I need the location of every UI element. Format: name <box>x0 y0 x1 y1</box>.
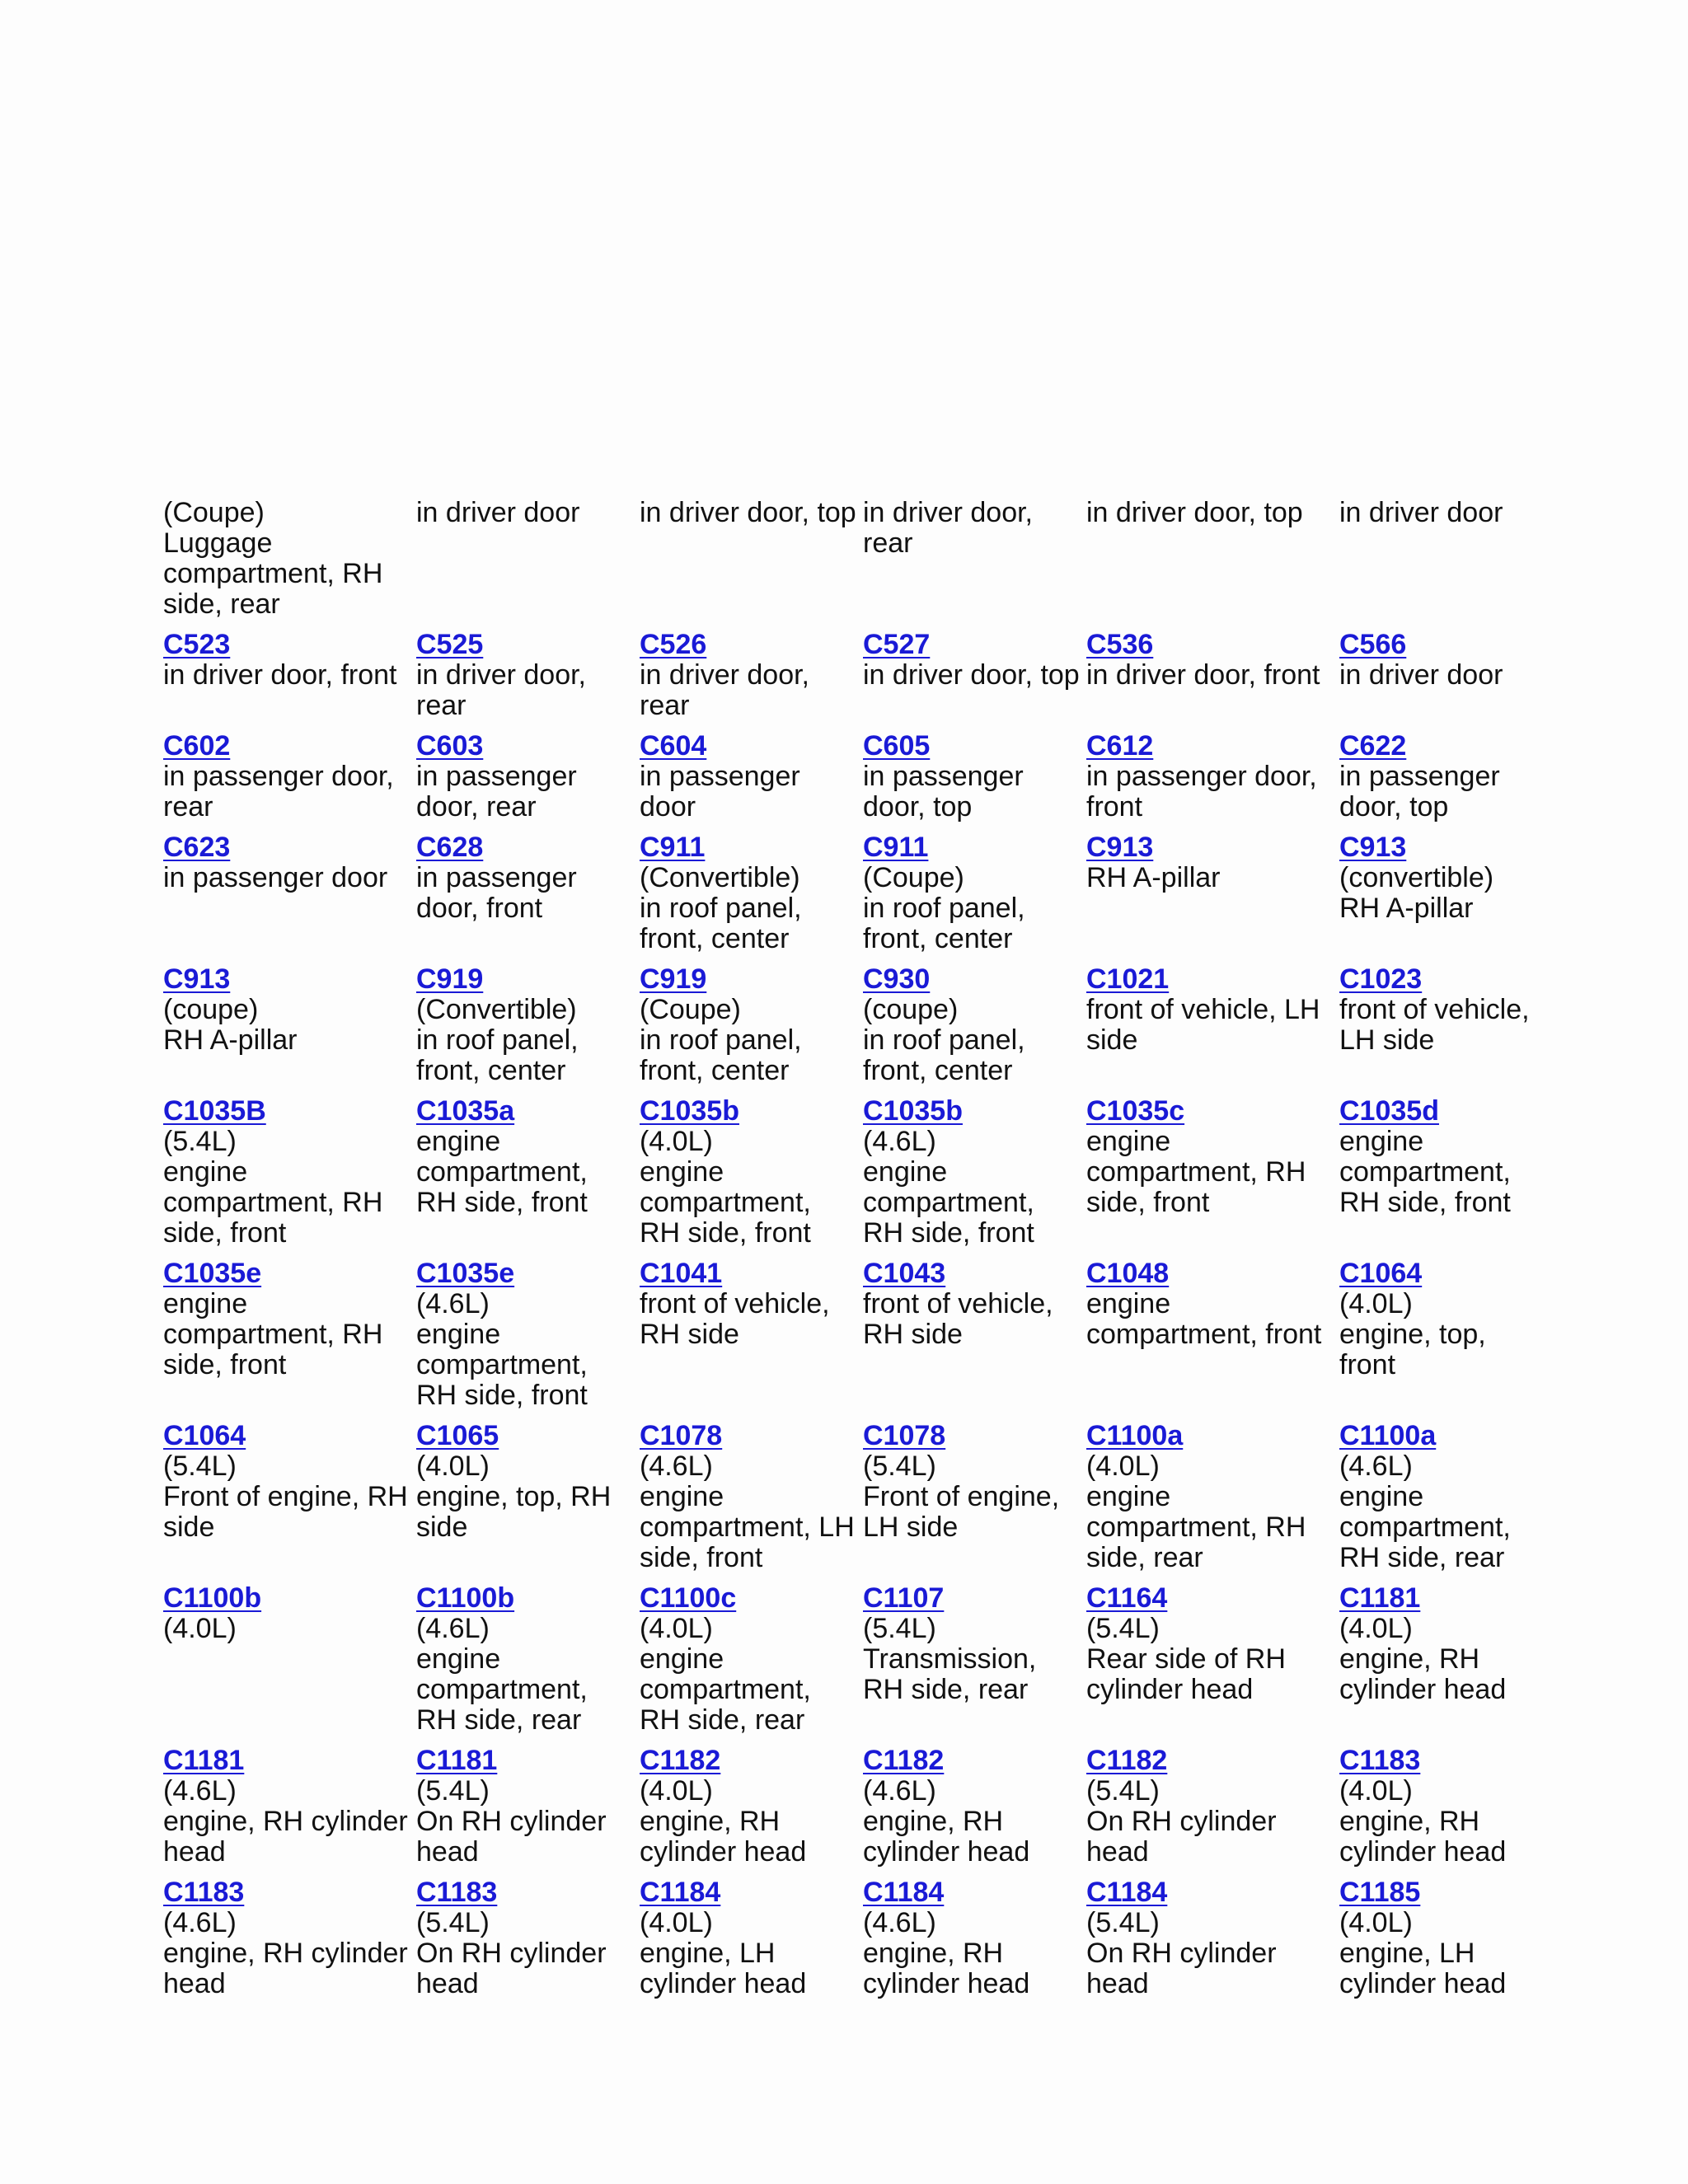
location-text: (convertible) <box>1339 862 1494 893</box>
location-text: On RH cylinder <box>1086 1938 1277 1969</box>
location-text: in passenger <box>1339 761 1500 792</box>
location-text: cylinder head <box>1339 1836 1507 1868</box>
location-text: compartment, LH <box>640 1511 855 1543</box>
connector-code-link[interactable]: C1035B <box>163 1095 266 1127</box>
table-cell <box>640 964 863 1096</box>
location-text: engine, RH <box>1339 1643 1480 1675</box>
table-cell <box>863 731 1086 832</box>
location-text: engine <box>1086 1126 1171 1157</box>
table-cell <box>416 630 640 731</box>
connector-code-link[interactable]: C1064 <box>163 1420 246 1451</box>
location-text: Rear side of RH <box>1086 1643 1286 1675</box>
location-text: (5.4L) <box>1086 1775 1160 1807</box>
table-cell <box>1339 1258 1548 1421</box>
location-text: (5.4L) <box>416 1775 490 1807</box>
table-cell <box>416 498 640 630</box>
table-cell <box>863 832 1086 964</box>
location-text: compartment, <box>640 1674 811 1705</box>
table-cell <box>1339 1421 1548 1583</box>
connector-code-link[interactable]: C1035b <box>863 1095 963 1127</box>
table-cell <box>863 498 1086 630</box>
location-text: engine, top, RH <box>416 1481 612 1512</box>
location-text: side, front <box>163 1217 287 1249</box>
location-text: (coupe) <box>163 994 259 1025</box>
location-text: in driver door <box>416 497 580 528</box>
location-text: (5.4L) <box>863 1613 936 1644</box>
table-cell <box>1086 1583 1339 1746</box>
table-cell <box>1086 1746 1339 1877</box>
connector-code-link[interactable]: C1184 <box>863 1877 945 1908</box>
location-text: head <box>416 1836 479 1868</box>
location-text: (4.0L) <box>1086 1451 1160 1482</box>
location-text: engine, RH cylinder <box>163 1938 408 1969</box>
table-cell <box>1339 1583 1548 1746</box>
location-text: side, front <box>163 1349 287 1380</box>
location-text: compartment, front <box>1086 1319 1322 1350</box>
location-text: front, center <box>640 1055 790 1086</box>
location-text: head <box>416 1968 479 1999</box>
location-text: engine <box>1086 1288 1171 1319</box>
location-text: in roof panel, <box>640 893 802 924</box>
table-cell <box>1339 1746 1548 1877</box>
location-text: engine, RH <box>640 1806 781 1837</box>
table-cell <box>163 1421 416 1583</box>
table-cell <box>163 832 416 964</box>
location-text: engine, RH cylinder <box>163 1806 408 1837</box>
location-text: engine, RH <box>863 1938 1004 1969</box>
table-cell <box>640 630 863 731</box>
connector-code-link[interactable]: C1035e <box>416 1258 515 1289</box>
table-cell <box>640 1583 863 1746</box>
connector-code-link[interactable]: C622 <box>1339 730 1407 762</box>
location-text: compartment, <box>1339 1156 1511 1188</box>
connector-code-link[interactable]: C1181 <box>163 1745 245 1776</box>
location-text: door <box>640 791 696 823</box>
table-cell <box>640 498 863 630</box>
location-text: in passenger <box>863 761 1024 792</box>
location-text: (4.6L) <box>863 1907 936 1938</box>
table-cell <box>640 1258 863 1421</box>
location-text: (Coupe) <box>863 862 964 893</box>
connector-code-link[interactable]: C1182 <box>1086 1745 1168 1776</box>
location-text: head <box>163 1968 226 1999</box>
location-text: side <box>416 1511 468 1543</box>
location-text: engine <box>163 1156 248 1188</box>
location-text: engine <box>163 1288 248 1319</box>
connector-code-link[interactable]: C527 <box>863 629 931 660</box>
table-cell <box>163 1096 416 1258</box>
table-cell <box>416 731 640 832</box>
location-text: engine <box>416 1319 501 1350</box>
location-text: (4.0L) <box>1339 1288 1413 1319</box>
location-text: engine <box>640 1156 724 1188</box>
location-text: in driver door, top <box>640 497 856 528</box>
connector-code-link[interactable]: C1181 <box>1339 1582 1421 1614</box>
table-cell <box>163 964 416 1096</box>
location-text: engine <box>416 1126 501 1157</box>
table-cell <box>1086 964 1339 1096</box>
connector-code-link[interactable]: C1185 <box>1339 1877 1421 1908</box>
table-cell <box>163 1583 416 1746</box>
location-text: Front of engine, <box>863 1481 1060 1512</box>
table-cell <box>1086 1258 1339 1421</box>
location-text: (5.4L) <box>863 1451 936 1482</box>
table-cell <box>640 1096 863 1258</box>
location-text: LH side <box>863 1511 959 1543</box>
location-text: door, rear <box>416 791 537 823</box>
location-text: side <box>1086 1024 1138 1056</box>
location-text: (5.4L) <box>1086 1613 1160 1644</box>
location-text: in passenger <box>640 761 800 792</box>
location-text: LH side <box>1339 1024 1435 1056</box>
location-text: in driver door <box>1339 497 1503 528</box>
connector-code-link[interactable]: C566 <box>1339 629 1407 660</box>
location-text: RH side <box>863 1319 963 1350</box>
location-text: (5.4L) <box>416 1907 490 1938</box>
location-text: On RH cylinder <box>416 1806 607 1837</box>
table-cell <box>640 1746 863 1877</box>
location-text: side, front <box>640 1542 763 1573</box>
connector-code-link[interactable]: C1023 <box>1339 963 1423 995</box>
location-text: in passenger <box>416 761 577 792</box>
table-cell <box>1339 1877 1548 2009</box>
location-text: front of vehicle, <box>1339 994 1530 1025</box>
connector-code-link[interactable]: C612 <box>1086 730 1154 762</box>
table-cell <box>863 1258 1086 1421</box>
location-text: RH side, front <box>640 1217 811 1249</box>
table-cell <box>1086 498 1339 630</box>
table-cell <box>416 1746 640 1877</box>
table-cell <box>1339 832 1548 964</box>
location-text: RH side, front <box>863 1217 1034 1249</box>
location-text: rear <box>416 690 467 721</box>
connector-code-link[interactable]: C1182 <box>640 1745 721 1776</box>
location-text: engine, RH <box>1339 1806 1480 1837</box>
location-text: in passenger door, <box>1086 761 1317 792</box>
connector-code-link[interactable]: C1065 <box>416 1420 499 1451</box>
connector-code-link[interactable]: C628 <box>416 832 484 863</box>
location-text: RH side, front <box>1339 1187 1511 1218</box>
table-cell <box>1086 1096 1339 1258</box>
location-text: engine, LH <box>1339 1938 1475 1969</box>
location-text: engine, top, <box>1339 1319 1486 1350</box>
connector-code-link[interactable]: C1184 <box>1086 1877 1168 1908</box>
connector-code-link[interactable]: C604 <box>640 730 707 762</box>
location-text: On RH cylinder <box>416 1938 607 1969</box>
location-text: (Coupe) <box>640 994 741 1025</box>
connector-code-link[interactable]: C602 <box>163 730 231 762</box>
connector-code-link[interactable]: C913 <box>1086 832 1154 863</box>
table-cell <box>1086 731 1339 832</box>
connector-code-link[interactable]: C536 <box>1086 629 1154 660</box>
location-text: front, center <box>863 923 1013 954</box>
table-cell <box>163 1877 416 2009</box>
location-text: side, rear <box>1086 1542 1203 1573</box>
location-text: rear <box>863 527 913 559</box>
location-text: (Coupe) <box>163 497 265 528</box>
location-text: RH A-pillar <box>1086 862 1221 893</box>
location-text: door, top <box>1339 791 1449 823</box>
connector-code-link[interactable]: C623 <box>163 832 231 863</box>
location-text: (4.6L) <box>163 1775 237 1807</box>
location-text: front <box>1339 1349 1396 1380</box>
location-text: rear <box>640 690 690 721</box>
location-text: front of vehicle, <box>640 1288 830 1319</box>
location-text: (4.0L) <box>416 1451 490 1482</box>
table-cell <box>1086 1421 1339 1583</box>
connector-code-link[interactable]: C525 <box>416 629 484 660</box>
location-text: (coupe) <box>863 994 959 1025</box>
table-cell <box>1339 731 1548 832</box>
location-text: side <box>163 1511 215 1543</box>
location-text: front of vehicle, <box>863 1288 1053 1319</box>
location-text: engine <box>863 1156 948 1188</box>
location-text: in driver door, front <box>1086 659 1320 691</box>
location-text: engine, RH <box>863 1806 1004 1837</box>
location-text: side, rear <box>163 588 280 620</box>
location-text: head <box>1086 1836 1149 1868</box>
location-text: (4.6L) <box>863 1775 936 1807</box>
location-text: in passenger <box>416 862 577 893</box>
location-text: in roof panel, <box>416 1024 579 1056</box>
location-text: in driver door, top <box>1086 497 1303 528</box>
table-cell <box>640 731 863 832</box>
location-text: Front of engine, RH <box>163 1481 408 1512</box>
location-text: (4.0L) <box>1339 1775 1413 1807</box>
table-cell <box>163 1746 416 1877</box>
location-text: compartment, RH <box>163 1319 383 1350</box>
location-text: in driver door, top <box>863 659 1080 691</box>
connector-code-link[interactable]: C1181 <box>416 1745 498 1776</box>
connector-code-link[interactable]: C919 <box>416 963 484 995</box>
connector-code-link[interactable]: C1183 <box>1339 1745 1421 1776</box>
location-text: RH A-pillar <box>1339 893 1474 924</box>
table-cell <box>863 1746 1086 1877</box>
location-text: front of vehicle, LH <box>1086 994 1320 1025</box>
table-cell <box>863 1096 1086 1258</box>
connector-code-link[interactable]: C1100a <box>1086 1420 1184 1451</box>
location-text: in driver door <box>1339 659 1503 691</box>
location-text: On RH cylinder <box>1086 1806 1277 1837</box>
location-text: (4.0L) <box>640 1613 713 1644</box>
table-cell <box>863 964 1086 1096</box>
connector-code-link[interactable]: C1100b <box>163 1582 262 1614</box>
location-text: door, front <box>416 893 543 924</box>
location-text: cylinder head <box>640 1968 807 1999</box>
location-text: compartment, <box>640 1187 811 1218</box>
connector-code-link[interactable]: C911 <box>863 832 929 863</box>
table-cell <box>863 1421 1086 1583</box>
location-text: (4.0L) <box>640 1126 713 1157</box>
connector-code-link[interactable]: C1183 <box>416 1877 498 1908</box>
location-text: side, front <box>1086 1187 1210 1218</box>
table-cell <box>416 832 640 964</box>
connector-code-link[interactable]: C1035c <box>1086 1095 1185 1127</box>
location-text: engine <box>1339 1481 1424 1512</box>
connector-code-link[interactable]: C1182 <box>863 1745 945 1776</box>
connector-code-link[interactable]: C1021 <box>1086 963 1170 995</box>
connector-code-link[interactable]: C1100a <box>1339 1420 1437 1451</box>
connector-code-link[interactable]: C919 <box>640 963 707 995</box>
connector-code-link[interactable]: C1035b <box>640 1095 739 1127</box>
location-text: rear <box>163 791 213 823</box>
table-cell <box>1339 498 1548 630</box>
location-text: (5.4L) <box>163 1451 237 1482</box>
location-text: (4.0L) <box>163 1613 237 1644</box>
table-cell <box>416 1877 640 2009</box>
location-text: compartment, RH <box>1086 1511 1306 1543</box>
connector-code-link[interactable]: C523 <box>163 629 231 660</box>
location-text: front, center <box>640 923 790 954</box>
location-text: in passenger door <box>163 862 388 893</box>
location-text: cylinder head <box>1339 1968 1507 1999</box>
location-text: engine <box>640 1643 724 1675</box>
connector-code-link[interactable]: C930 <box>863 963 931 995</box>
table-cell <box>1086 832 1339 964</box>
location-text: cylinder head <box>863 1968 1030 1999</box>
location-text: cylinder head <box>1086 1674 1254 1705</box>
table-cell <box>1086 630 1339 731</box>
table-cell <box>416 964 640 1096</box>
location-text: compartment, <box>416 1156 588 1188</box>
location-text: in passenger door, <box>163 761 394 792</box>
location-text: front, center <box>416 1055 566 1086</box>
location-text: RH side <box>640 1319 739 1350</box>
table-cell <box>1339 964 1548 1096</box>
location-text: in driver door, <box>863 497 1033 528</box>
location-text: compartment, <box>416 1349 588 1380</box>
location-text: (5.4L) <box>1086 1907 1160 1938</box>
location-text: RH side, front <box>416 1187 588 1218</box>
location-text: cylinder head <box>863 1836 1030 1868</box>
connector-code-link[interactable]: C911 <box>640 832 706 863</box>
location-text: engine <box>640 1481 724 1512</box>
location-text: Luggage <box>163 527 273 559</box>
connector-code-link[interactable]: C1100b <box>416 1582 515 1614</box>
connector-code-link[interactable]: C1100c <box>640 1582 737 1614</box>
connector-code-link[interactable]: C1164 <box>1086 1582 1168 1614</box>
table-cell <box>863 1583 1086 1746</box>
location-text: (4.0L) <box>1339 1907 1413 1938</box>
connector-code-link[interactable]: C1064 <box>1339 1258 1423 1289</box>
table-cell <box>416 1096 640 1258</box>
connector-code-link[interactable]: C913 <box>1339 832 1407 863</box>
location-text: compartment, <box>863 1187 1034 1218</box>
location-text: head <box>163 1836 226 1868</box>
location-text: RH A-pillar <box>163 1024 298 1056</box>
connector-code-link[interactable]: C1183 <box>163 1877 245 1908</box>
location-text: (Convertible) <box>416 994 577 1025</box>
table-cell <box>1339 1096 1548 1258</box>
table-cell <box>163 731 416 832</box>
connector-code-link[interactable]: C1043 <box>863 1258 946 1289</box>
location-text: (4.6L) <box>1339 1451 1413 1482</box>
connector-code-link[interactable]: C526 <box>640 629 707 660</box>
table-cell <box>163 1258 416 1421</box>
connector-code-link[interactable]: C1107 <box>863 1582 945 1614</box>
connector-code-link[interactable]: C603 <box>416 730 484 762</box>
table-cell <box>863 630 1086 731</box>
location-text: front <box>1086 791 1143 823</box>
location-text: RH side, rear <box>863 1674 1029 1705</box>
location-text: in roof panel, <box>863 893 1025 924</box>
table-cell <box>416 1421 640 1583</box>
table-cell <box>1086 1877 1339 2009</box>
location-text: RH side, front <box>416 1380 588 1411</box>
location-text: Transmission, <box>863 1643 1037 1675</box>
location-text: in roof panel, <box>640 1024 802 1056</box>
location-text: (Convertible) <box>640 862 800 893</box>
connector-code-link[interactable]: C913 <box>163 963 231 995</box>
table-cell <box>163 498 416 630</box>
location-text: front, center <box>863 1055 1013 1086</box>
location-text: compartment, RH <box>1086 1156 1306 1188</box>
location-text: (4.6L) <box>640 1451 713 1482</box>
table-cell <box>640 1421 863 1583</box>
location-text: engine, LH <box>640 1938 776 1969</box>
connector-code-link[interactable]: C1035a <box>416 1095 515 1127</box>
location-text: (4.0L) <box>640 1907 713 1938</box>
table-cell <box>1339 630 1548 731</box>
table-cell <box>640 832 863 964</box>
table-cell <box>863 1877 1086 2009</box>
location-text: RH side, rear <box>1339 1542 1505 1573</box>
location-text: engine <box>1086 1481 1171 1512</box>
location-text: (4.6L) <box>416 1288 490 1319</box>
table-cell <box>416 1258 640 1421</box>
connector-code-link[interactable]: C1035d <box>1339 1095 1439 1127</box>
connector-code-link[interactable]: C1035e <box>163 1258 262 1289</box>
table-cell <box>163 630 416 731</box>
table-cell <box>416 1583 640 1746</box>
location-text: (4.6L) <box>416 1613 490 1644</box>
table-cell <box>640 1877 863 2009</box>
connector-code-link[interactable]: C1041 <box>640 1258 723 1289</box>
location-text: RH side, rear <box>640 1704 805 1736</box>
connector-code-link[interactable]: C1048 <box>1086 1258 1170 1289</box>
connector-code-link[interactable]: C1078 <box>640 1420 723 1451</box>
location-text: compartment, <box>416 1674 588 1705</box>
location-text: (4.6L) <box>163 1907 237 1938</box>
location-text: in driver door, <box>416 659 586 691</box>
location-text: in driver door, front <box>163 659 397 691</box>
location-text: (4.0L) <box>640 1775 713 1807</box>
location-text: in driver door, <box>640 659 809 691</box>
location-text: (4.0L) <box>1339 1613 1413 1644</box>
location-text: (4.6L) <box>863 1126 936 1157</box>
connector-code-link[interactable]: C1078 <box>863 1420 946 1451</box>
location-text: cylinder head <box>1339 1674 1507 1705</box>
location-text: engine <box>1339 1126 1424 1157</box>
connector-code-link[interactable]: C1184 <box>640 1877 721 1908</box>
location-text: door, top <box>863 791 973 823</box>
connector-location-table <box>163 498 1548 2009</box>
location-text: (5.4L) <box>163 1126 237 1157</box>
location-text: cylinder head <box>640 1836 807 1868</box>
location-text: compartment, <box>1339 1511 1511 1543</box>
location-text: compartment, RH <box>163 558 383 589</box>
location-text: engine <box>416 1643 501 1675</box>
location-text: compartment, RH <box>163 1187 383 1218</box>
location-text: RH side, rear <box>416 1704 582 1736</box>
connector-code-link[interactable]: C605 <box>863 730 931 762</box>
location-text: in roof panel, <box>863 1024 1025 1056</box>
location-text: head <box>1086 1968 1149 1999</box>
